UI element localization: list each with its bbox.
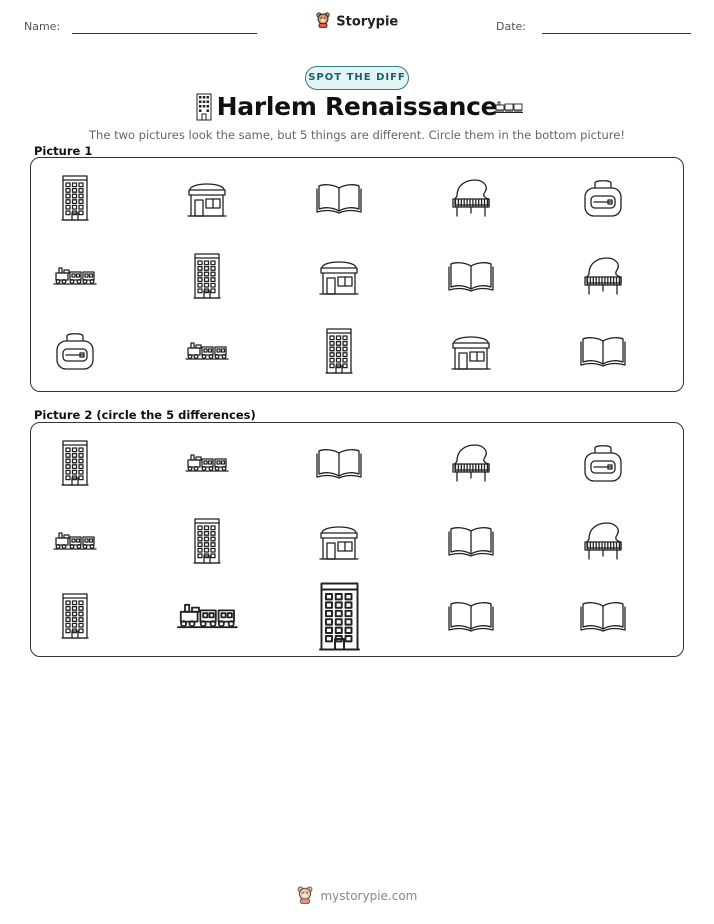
instructions: The two pictures look the same, but 5 things are different. Circle them in the bottom picture! [89, 128, 625, 142]
building-icon[interactable] [62, 175, 88, 221]
train-icon[interactable] [178, 602, 237, 630]
book-icon[interactable] [448, 526, 494, 556]
piano-icon[interactable] [583, 521, 623, 561]
book-icon[interactable] [580, 336, 626, 366]
building-icon[interactable] [326, 328, 352, 374]
building-icon[interactable] [62, 440, 88, 486]
train-icon[interactable] [186, 341, 228, 361]
book-icon[interactable] [316, 183, 362, 213]
building-icon[interactable] [194, 253, 220, 299]
name-line[interactable] [72, 33, 257, 34]
building-icon[interactable] [320, 582, 359, 651]
train-icon[interactable] [54, 531, 96, 551]
book-icon[interactable] [316, 448, 362, 478]
piano-icon[interactable] [451, 178, 491, 218]
piano-icon[interactable] [583, 256, 623, 296]
building-icon[interactable] [194, 518, 220, 564]
book-icon[interactable] [448, 601, 494, 631]
page-title: Harlem Renaissance [216, 92, 498, 121]
picture1-panel[interactable] [30, 157, 684, 392]
date-label: Date: [496, 20, 526, 33]
name-label: Name: [24, 20, 61, 33]
shop-icon[interactable] [319, 256, 359, 296]
spot-the-diff-badge: SPOT THE DIFF [305, 66, 409, 90]
bag-icon[interactable] [582, 443, 624, 483]
book-icon[interactable] [448, 261, 494, 291]
brand-logo [0, 12, 714, 32]
train-icon[interactable] [186, 453, 228, 473]
brand-name: Storypie [336, 14, 399, 30]
shop-icon[interactable] [187, 178, 227, 218]
shop-icon[interactable] [451, 331, 491, 371]
picture1-label: Picture 1 [34, 144, 93, 158]
bear-logo-icon [316, 12, 330, 32]
shop-icon[interactable] [319, 521, 359, 561]
train-icon [495, 100, 523, 118]
piano-icon[interactable] [451, 443, 491, 483]
footer [0, 886, 714, 907]
picture2-label: Picture 2 (circle the 5 differences) [34, 408, 256, 422]
bag-icon[interactable] [54, 331, 96, 371]
bag-icon[interactable] [582, 178, 624, 218]
picture2-panel[interactable] [30, 422, 684, 657]
train-icon[interactable] [54, 266, 96, 286]
book-icon[interactable] [580, 601, 626, 631]
building-icon[interactable] [62, 593, 88, 639]
footer-url[interactable]: mystorypie.com [320, 889, 418, 903]
date-line[interactable] [542, 33, 691, 34]
bear-logo-icon [297, 886, 313, 907]
